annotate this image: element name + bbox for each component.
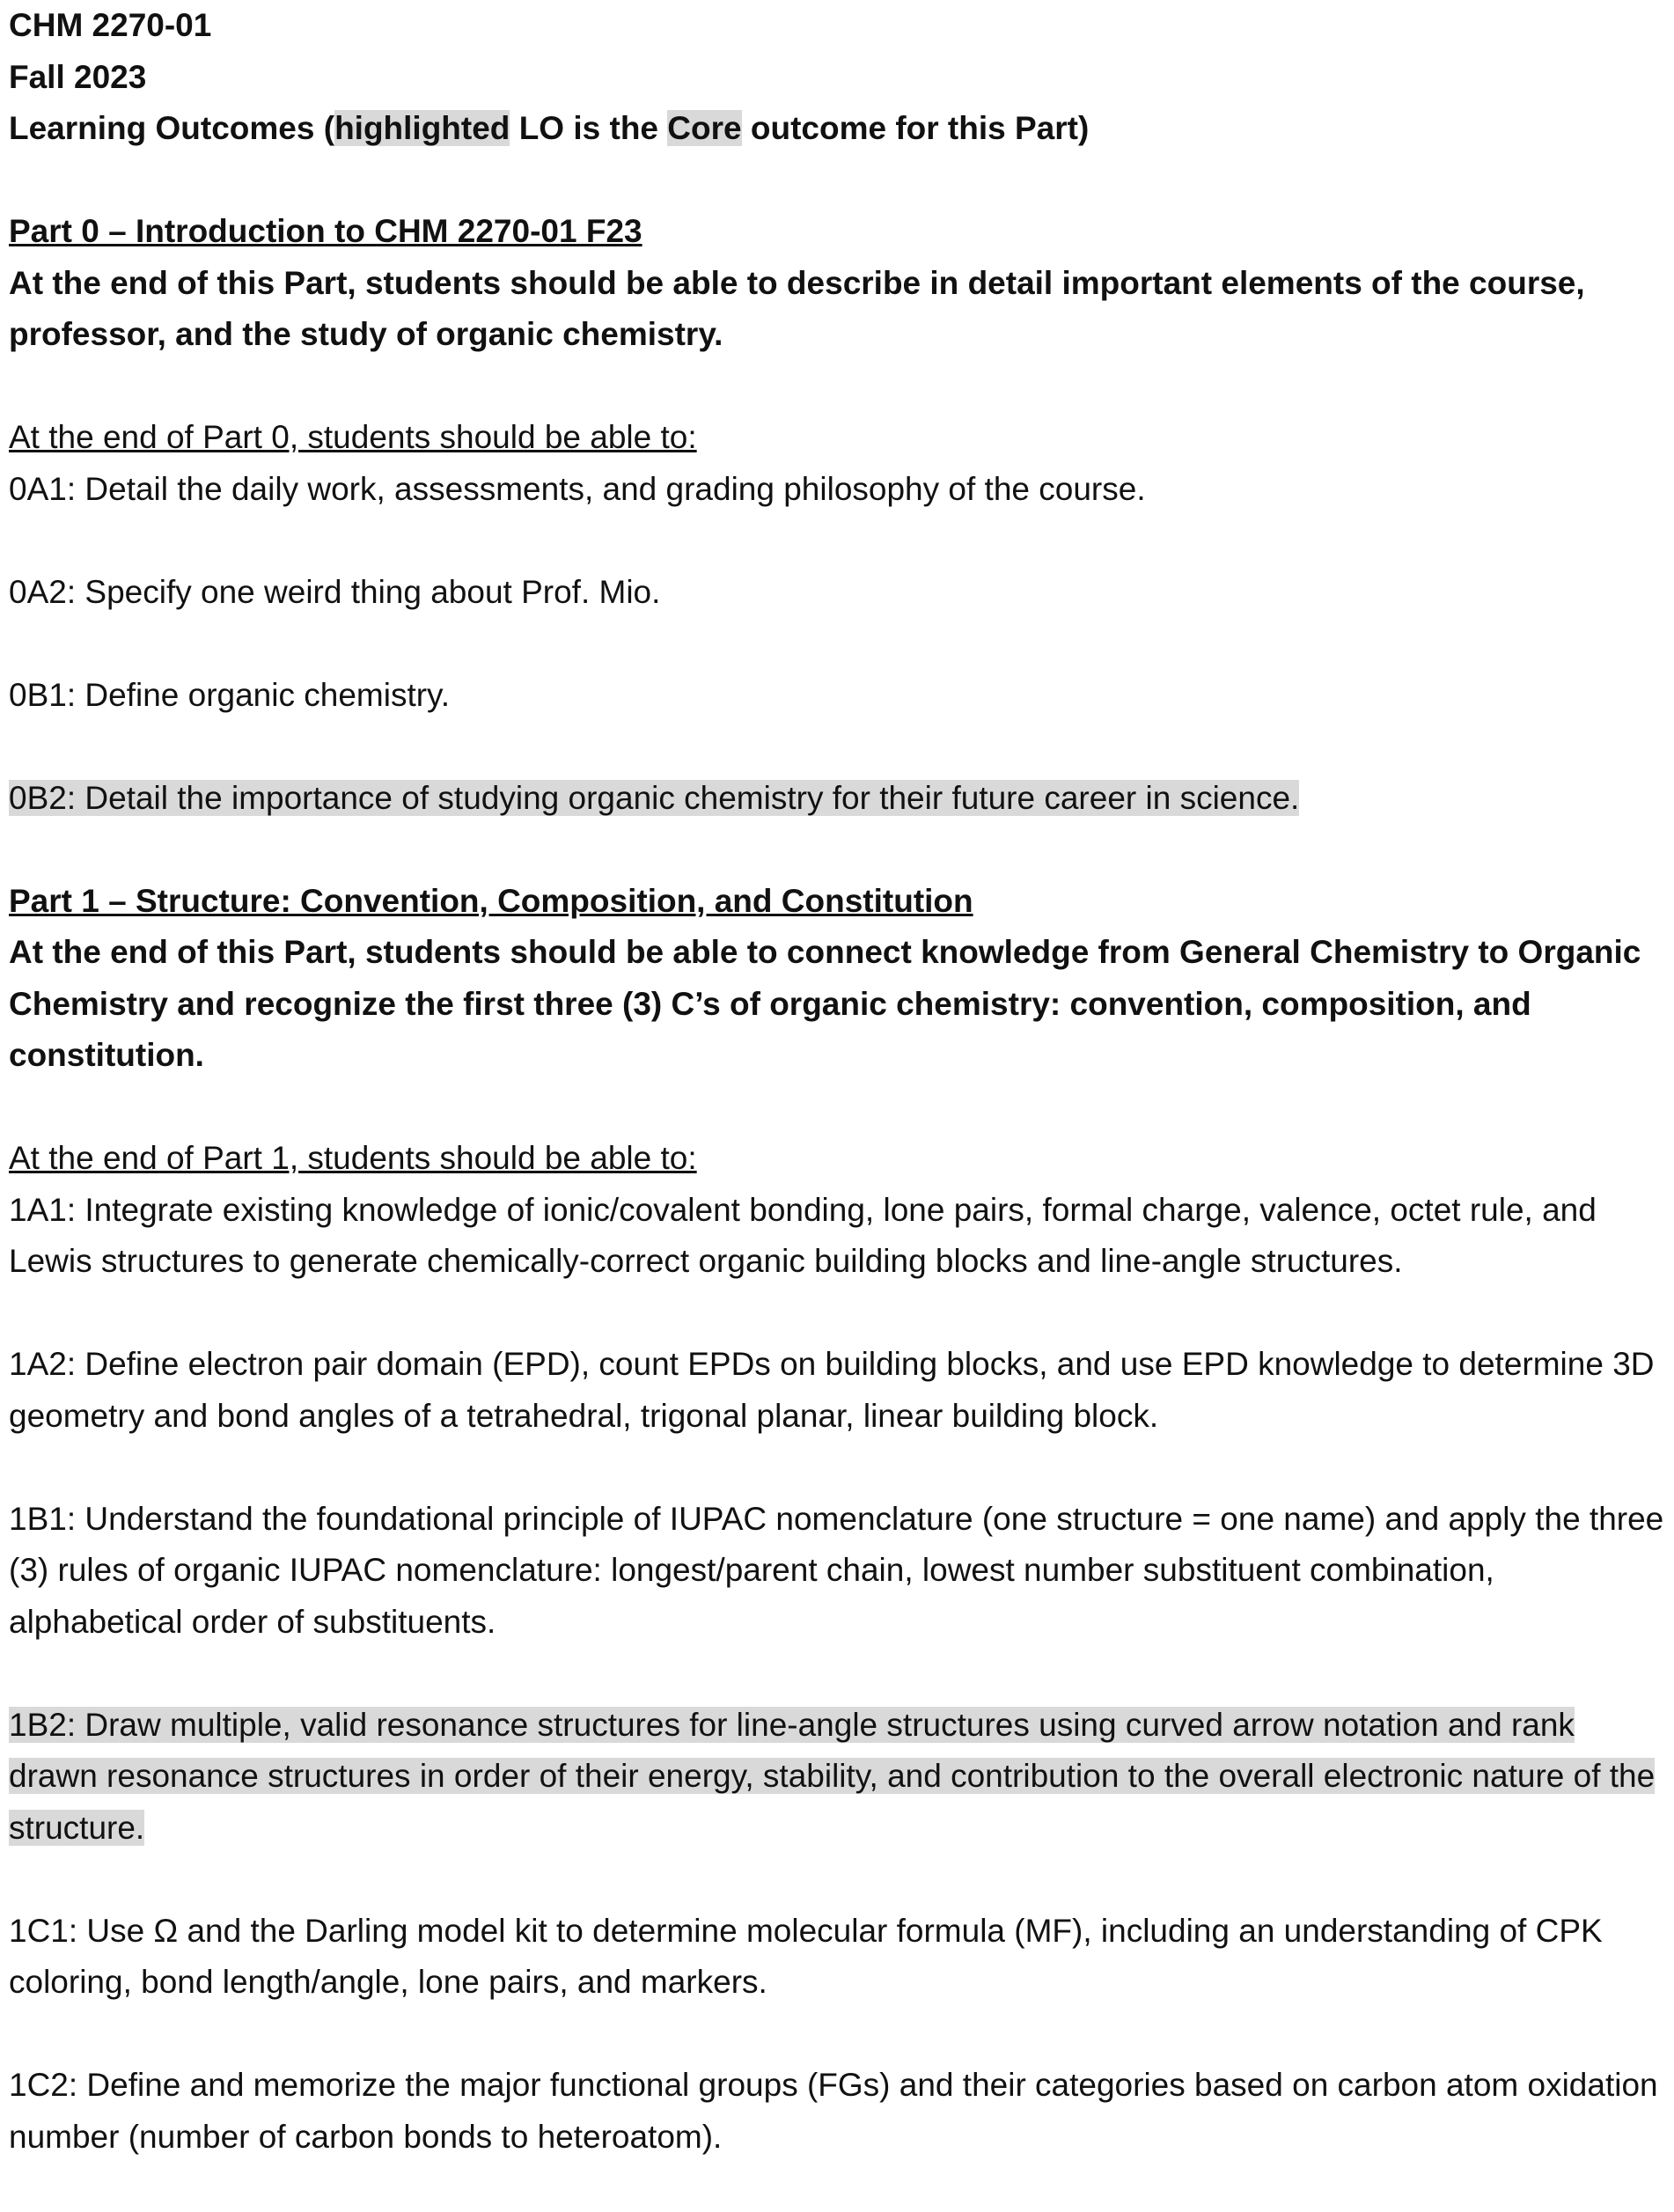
part0-title: Part 0 – Introduction to CHM 2270-01 F23 (9, 213, 642, 249)
course-term: Fall 2023 (9, 58, 147, 95)
outcome-0A1: 0A1: Detail the daily work, assessments, and grading philosophy of the course. (9, 470, 1146, 507)
part1-title: Part 1 – Structure: Convention, Composition, and Constitution (9, 882, 973, 919)
highlighted-word: highlighted (334, 110, 510, 146)
outcome-1A2: 1A2: Define electron pair domain (EPD), count EPDs on building blocks, and use EPD knowledge to determine 3D geometry and bond angles of a tetrahedral, trigonal planar, linear building block. (9, 1346, 1655, 1434)
outcome-0A2: 0A2: Specify one weird thing about Prof. Mio. (9, 573, 661, 610)
part1-summary: At the end of this Part, students should be able to connect knowledge from General Chemistry to Organic Chemistry and recognize the first three (3) C’s of organic chemistry: convention, composition, and constitution. (9, 934, 1641, 1073)
outcome-1B2-core: 1B2: Draw multiple, valid resonance structures for line-angle structures using curved arrow notation and rank drawn resonance structures in order of their energy, stability, and contribution to the overall electronic nature of the structure. (9, 1706, 1656, 1846)
part0-subheading: At the end of Part 0, students should be able to: (9, 419, 697, 455)
outcome-1B1: 1B1: Understand the foundational principle of IUPAC nomenclature (one structure = one name) and apply the three (3) rules of organic IUPAC nomenclature: longest/parent chain, lowest number substituent combination, alphabetical order of substituents. (9, 1500, 1664, 1640)
outcome-0B1: 0B1: Define organic chemistry. (9, 676, 451, 713)
core-word: Core (667, 110, 742, 146)
outcome-1A1: 1A1: Integrate existing knowledge of ionic/covalent bonding, lone pairs, formal charge, valence, octet rule, and Lewis structures to generate chemically-correct organic building blocks and line-angle structures. (9, 1191, 1597, 1279)
course-code: CHM 2270-01 (9, 7, 212, 43)
part0-summary: At the end of this Part, students should be able to describe in detail important elements of the course, professor, and the study of organic chemistry. (9, 264, 1585, 352)
outcome-1C2: 1C2: Define and memorize the major functional groups (FGs) and their categories based on carbon atom oxidation number (number of carbon bonds to heteroatom). (9, 2067, 1658, 2155)
outcome-1C1: 1C1: Use Ω and the Darling model kit to determine molecular formula (MF), including an understanding of CPK coloring, bond length/angle, lone pairs, and markers. (9, 1912, 1603, 2000)
part1-subheading: At the end of Part 1, students should be able to: (9, 1140, 697, 1176)
learning-outcomes-heading: Learning Outcomes (highlighted LO is the Core outcome for this Part) (9, 110, 1090, 146)
outcome-0B2-core: 0B2: Detail the importance of studying organic chemistry for their future career in science. (9, 779, 1300, 816)
